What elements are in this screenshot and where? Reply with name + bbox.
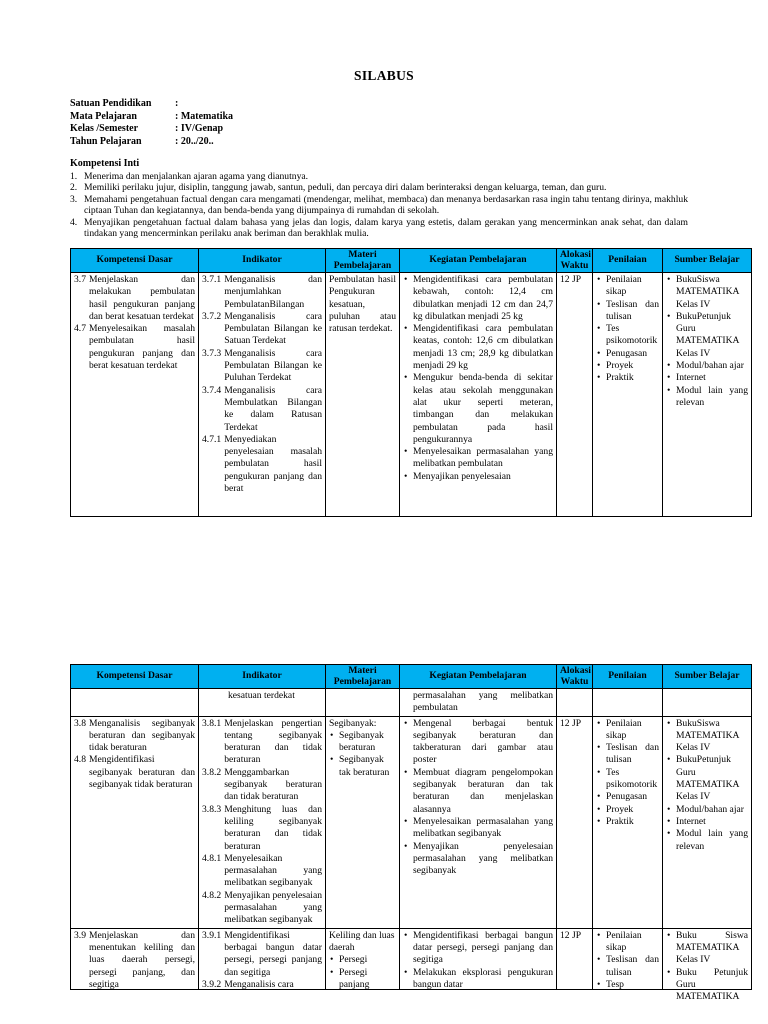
- header-kegiatan: Kegiatan Pembelajaran: [400, 665, 557, 689]
- ki-title: Kompetensi Inti: [70, 158, 140, 169]
- header-indikator: Indikator: [199, 665, 326, 689]
- page-title: SILABUS: [354, 68, 414, 83]
- ki-item: 2. Memiliki perilaku jujur, disiplin, tanggung jawab, santun, peduli, dan percaya diri dalam berinteraksi dengan keluarga, teman, dan guru.: [70, 182, 607, 193]
- info-row-satuan: Satuan Pendidikan :: [70, 98, 179, 109]
- header-materi: Materi Pembelajaran: [326, 249, 400, 273]
- syllabus-table-1: [70, 248, 752, 517]
- ki-item: 1. Menerima dan menjalankan ajaran agama yang dianutnya.: [70, 170, 309, 182]
- header-sumber: Sumber Belajar: [663, 249, 752, 273]
- penilaian-cell: • Penilaian sikap • Teslisan dan tulisan • Tes psikomotorik • Penugasan • Proyek • Praktik: [593, 716, 663, 928]
- header-penilaian: Penilaian: [593, 249, 663, 273]
- penilaian-cell: • Penilaian sikap • Teslisan dan tulisan • Tes psikomotorik • Penugasan • Proyek • Praktik: [593, 273, 663, 517]
- info-row-tahun: Tahun Pelajaran : 20../20..: [70, 135, 214, 147]
- table-header-row: [71, 249, 752, 273]
- indikator-cell: 3.8.1 Menjelaskan pengertian tentang segibanyak beraturan dan tidak beraturan 3.8.2 Menggambarkan segibanyak beraturan dan tidak beraturan 3.8.3 Menghitung luas dan keliling segibanyak beraturan dan tidak beraturan 4.8.1 Menyelesaikan permasalahan yang melibatkan segibanyak 4.8.2 Menyajikan penyelesaian permasalahan yang melibatkan segibanyak: [199, 716, 326, 928]
- info-row-kelas: Kelas /Semester : IV/Genap: [70, 123, 224, 134]
- sumber-cell: • BukuSiswa MATEMATIKA Kelas IV • BukuPetunjuk Guru MATEMATIKA Kelas IV • Modul/bahan ajar • Internet • Modul lain yang relevan: [663, 273, 752, 517]
- kegiatan-cell: permasalahan yang melibatkan pembulatan: [400, 689, 557, 717]
- table-row-continued: [71, 689, 752, 717]
- header-alokasi: Alokasi Waktu: [557, 249, 593, 273]
- penilaian-cell: • Penilaian sikap • Teslisan dan tulisan • Tesp: [593, 928, 663, 989]
- materi-cell: Keliling dan luas daerah • Persegi • Persegi panjang: [326, 928, 400, 989]
- ki-item: 3. Memahami pengetahuan factual dengan cara mengamati (mendengar, melihat, membaca) dan menanya berdasarkan rasa ingin tahu tentang dirinya, makhluk ciptaan Tuhan dan kegiatannya, dan benda-benda yang dijumpainya di rumahdan di sekolah.: [70, 193, 688, 216]
- info-row-mapel: Mata Pelajaran : Matematika: [70, 110, 234, 122]
- indikator-cell: kesatuan terdekat: [199, 689, 326, 717]
- header-materi: Materi Pembelajaran: [326, 665, 400, 689]
- indikator-cell: 3.9.1 Mengidentifikasi berbagai bangun datar persegi, persegi panjang dan segitiga 3.9.2 Menganalisis cara: [199, 928, 326, 989]
- kd-cell: 3.9 Menjelaskan dan menentukan keliling dan luas daerah persegi, persegi panjang, dan segitiga: [71, 928, 199, 989]
- kegiatan-cell: • Mengidentifikasi cara pembulatan kebawah, contoh: 12,4 cm dibulatkan menjadi 12 cm dan 24,7 kg dibulatkan menjadi 25 kg • Mengidentifikasi cara pembulatan keatas, contoh: 12,6 cm dibulatkan menjadi 13 cm; 28,9 kg dibulatkan menjadi 29 kg • Mengukur benda-benda di sekitar kelas atau sekolah menggunakan alat ukur seperti meteran, timbangan dan melakukan pembulatan pada hasil pengukurannya • Menyelesaikan permasalahan yang melibatkan pembulatan • Menyajikan penyelesaian: [400, 273, 557, 517]
- alokasi-cell: 12 JP: [557, 716, 593, 928]
- ki-list: [70, 171, 688, 240]
- kd-cell: 3.7 Menjelaskan dan melakukan pembulatan hasil pengukuran panjang dan berat kesatuan terdekat 4.7 Menyelesaikan masalah pembulatan hasil pengukuran panjang dan berat kesatuan terdekat: [71, 273, 199, 517]
- kd-cell: 3.8 Menganalisis segibanyak beraturan dan segibanyak tidak beraturan 4.8 Mengidentifikasi segibanyak beraturan dan segibanyak tidak beraturan: [71, 716, 199, 928]
- table-row: [71, 716, 752, 928]
- syllabus-table-2: [70, 664, 752, 1003]
- alokasi-cell: 12 JP: [557, 273, 593, 517]
- kompetensi-inti: [70, 158, 688, 240]
- header-sumber: Sumber Belajar: [663, 665, 752, 689]
- table-row: [71, 928, 752, 989]
- header-kd: Kompetensi Dasar: [71, 665, 199, 689]
- materi-cell: Segibanyak: • Segibanyak beraturan • Segibanyak tak beraturan: [326, 716, 400, 928]
- alokasi-cell: 12 JP: [557, 928, 593, 989]
- materi-cell: Pembulatan hasil Pengukuran kesatuan, puluhan atau ratusan terdekat.: [326, 273, 400, 517]
- sumber-cell: • Buku Siswa MATEMATIKA Kelas IV • Buku Petunjuk Guru MATEMATIKA: [663, 928, 752, 989]
- table-row: [71, 273, 752, 517]
- header-kd: Kompetensi Dasar: [71, 249, 199, 273]
- table-header-row: [71, 665, 752, 689]
- kegiatan-cell: • Mengidentifikasi berbagai bangun datar persegi, persegi panjang dan segitiga • Melakukan eksplorasi pengukuran bangun datar: [400, 928, 557, 989]
- header-penilaian: Penilaian: [593, 665, 663, 689]
- kegiatan-cell: • Mengenal berbagai bentuk segibanyak beraturan dan takberaturan dari gambar atau poster • Membuat diagram pengelompokan segibanyak beraturan dan tak beraturan dan menjelaskan alasannya • Menyelesaikan permasalahan yang melibatkan segibanyak • Menyajikan penyelesaian permasalahan yang melibatkan segibanyak: [400, 716, 557, 928]
- sumber-cell: • BukuSiswa MATEMATIKA Kelas IV • BukuPetunjuk Guru MATEMATIKA Kelas IV • Modul/bahan ajar • Internet • Modul lain yang relevan: [663, 716, 752, 928]
- header-indikator: Indikator: [199, 249, 326, 273]
- indikator-cell: 3.7.1 Menganalisis dan menjumlahkan PembulatanBilangan 3.7.2 Menganalisis cara Pembulatan Bilangan ke Satuan Terdekat 3.7.3 Menganalisis cara Pembulatan Bilangan ke Puluhan Terdekat 3.7.4 Menganalisis cara Membulatkan Bilangan ke dalam Ratusan Terdekat 4.7.1 Menyediakan penyelesaian masalah pembulatan hasil pengukuran panjang dan berat: [199, 273, 326, 517]
- ki-item: 4. Menyajikan pengetahuan factual dalam bahasa yang jelas dan logis, dalam karya yang estetis, dalam gerakan yang mencerminkan anak sehat, dan dalam tindakan yang mencerminkan perilaku anak beriman dan berakhlak mulia.: [70, 216, 688, 239]
- info-block: [70, 98, 233, 148]
- header-alokasi: Alokasi Waktu: [557, 665, 593, 689]
- header-kegiatan: Kegiatan Pembelajaran: [400, 249, 557, 273]
